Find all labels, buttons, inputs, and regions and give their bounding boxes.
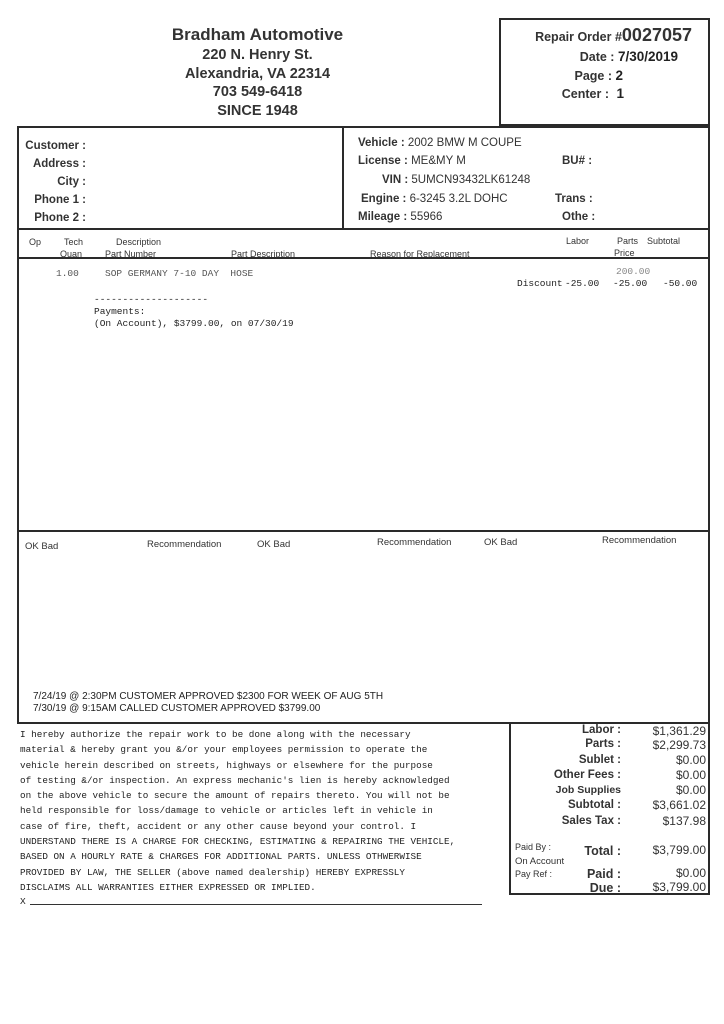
- column-op: Op: [29, 237, 42, 247]
- mileage-value: 55966: [410, 211, 443, 223]
- recommendation-note: 7/30/19 @ 9:15AM CALLED CUSTOMER APPROVED $3799.00: [33, 703, 321, 714]
- other-fees-value: $0.00: [675, 768, 706, 782]
- terms-line: vehicle herein described on streets, highways or elsewhere for the purpose: [20, 759, 433, 771]
- bu-row: [562, 155, 592, 167]
- bu-label: BU# :: [562, 155, 593, 167]
- company-phone: 703 549-6418: [212, 84, 303, 100]
- vehicle-box: [342, 126, 710, 230]
- column-labor: Labor: [566, 236, 590, 246]
- phone2-label: Phone 2 :: [34, 212, 86, 224]
- date-value: 7/30/2019: [617, 49, 678, 64]
- job-supplies-value: $0.00: [675, 783, 706, 797]
- vin-value: 5UMCN93432LK61248: [411, 174, 531, 186]
- license-row: [358, 155, 466, 167]
- rec-recommendation-1: Recommendation: [147, 539, 222, 550]
- due-value: $3,799.00: [652, 880, 706, 894]
- repair-order-label: Repair Order #: [535, 30, 622, 44]
- engine-row: [361, 193, 508, 205]
- terms-line: case of fire, theft, accident or any other cause beyond your control. I: [20, 820, 417, 832]
- column-subtotal: Subtotal: [647, 236, 681, 246]
- terms-and-conditions: [20, 727, 510, 895]
- line-item-description: SOP GERMANY 7-10 DAY HOSE: [105, 268, 254, 279]
- company-header: [150, 24, 365, 120]
- engine-value: 6-3245 3.2L DOHC: [409, 193, 508, 205]
- signature-line[interactable]: [30, 904, 482, 905]
- signature-mark: X: [20, 896, 26, 907]
- terms-line: of testing &/or inspection. An express mechanic's lien is hereby acknowledged: [20, 774, 450, 786]
- city-label: City :: [57, 176, 86, 188]
- other-row: [562, 211, 595, 223]
- vin-row: [382, 174, 530, 186]
- address-label: Address :: [32, 158, 86, 170]
- vehicle-row: [358, 137, 522, 149]
- total-label: Total :: [584, 844, 621, 858]
- paid-by-value: On Account: [515, 856, 565, 867]
- column-price: Price: [614, 248, 635, 258]
- column-part-number: Part Number: [105, 249, 157, 259]
- paid-value: $0.00: [675, 866, 706, 880]
- recommendation-note: 7/24/19 @ 2:30PM CUSTOMER APPROVED $2300 FOR WEEK OF AUG 5TH: [33, 691, 384, 702]
- parts-total-value: $2,299.73: [652, 738, 706, 752]
- column-tech: Tech: [64, 237, 84, 247]
- mileage-label: Mileage :: [358, 211, 408, 223]
- terms-line: held responsible for loss/damage to vehicle or articles left in vehicle in: [20, 805, 433, 817]
- engine-label: Engine :: [361, 193, 407, 205]
- discount-parts: -25.00: [613, 278, 648, 289]
- page-value: 2: [615, 68, 623, 83]
- paid-by-label: Paid By :: [515, 842, 552, 852]
- company-address: 220 N. Henry St.: [202, 47, 313, 63]
- paid-label: Paid :: [586, 867, 621, 881]
- mileage-row: [358, 211, 442, 223]
- repair-order-number: 0027057: [621, 25, 692, 45]
- parts-total-label: Parts :: [585, 738, 621, 750]
- line-item-price: 200.00: [616, 266, 651, 277]
- column-parts: Parts: [617, 236, 639, 246]
- phone1-label: Phone 1 :: [34, 194, 86, 206]
- trans-row: [555, 193, 593, 205]
- terms-line: UNDERSTAND THERE IS A CHARGE FOR CHECKING, ESTIMATING & REPAIRING THE VEHICLE,: [20, 836, 456, 848]
- terms-line: material & hereby grant you &/or your employees permission to operate the: [20, 744, 428, 756]
- trans-label: Trans :: [555, 193, 593, 205]
- rec-ok-bad-1: OK Bad: [25, 541, 59, 552]
- license-value: ME&MY M: [411, 155, 466, 167]
- recommendations-box: [17, 530, 710, 724]
- terms-line: BASED ON A HOURLY RATE & CHARGES FOR ADDITIONAL PARTS. UNLESS OTHWERWISE: [20, 851, 422, 863]
- due-label: Due :: [589, 881, 621, 895]
- page-label: Page :: [574, 69, 612, 83]
- terms-line: on the above vehicle to secure the amount of repairs thereto. You will not be: [20, 790, 450, 802]
- discount-label: Discount: [517, 278, 563, 289]
- column-quan: Quan: [60, 249, 83, 259]
- job-supplies-label: Job Supplies: [555, 784, 621, 796]
- center-value: 1: [616, 86, 624, 101]
- column-description: Description: [116, 237, 162, 247]
- subtotal-label: Subtotal :: [567, 799, 621, 811]
- company-city-state-zip: Alexandria, VA 22314: [184, 65, 331, 82]
- line-items-box: [17, 228, 710, 532]
- line-item-quan: 1.00: [56, 268, 79, 279]
- company-since: SINCE 1948: [217, 102, 298, 119]
- other-label: Othe :: [562, 211, 596, 223]
- discount-subtotal: -50.00: [663, 278, 698, 289]
- column-part-description: Part Description: [231, 249, 296, 259]
- payments-entry: (On Account), $3799.00, on 07/30/19: [94, 318, 294, 329]
- company-name: Bradham Automotive: [171, 25, 344, 44]
- vin-label: VIN :: [382, 174, 409, 186]
- repair-order-number-row: [535, 25, 692, 46]
- sublet-value: $0.00: [675, 753, 706, 767]
- payments-separator: --------------------: [94, 294, 209, 305]
- discount-labor: -25.00: [565, 278, 600, 289]
- sublet-label: Sublet :: [578, 754, 621, 766]
- repair-order-box: [499, 18, 710, 126]
- labor-total-value: $1,361.29: [652, 724, 706, 738]
- vehicle-label: Vehicle :: [358, 137, 405, 149]
- rec-recommendation-3: Recommendation: [602, 535, 677, 546]
- sales-tax-value: $137.98: [662, 814, 706, 828]
- center-label: Center :: [561, 87, 609, 101]
- column-reason: Reason for Replacement: [370, 249, 470, 259]
- subtotal-value: $3,661.02: [652, 798, 706, 812]
- rec-ok-bad-3: OK Bad: [484, 537, 518, 548]
- pay-ref-label: Pay Ref :: [515, 869, 553, 879]
- rec-ok-bad-2: OK Bad: [257, 539, 291, 550]
- date-row: [580, 49, 678, 64]
- terms-line: PROVIDED BY LAW, THE SELLER (above named dealership) HEREBY EXPRESSLY: [20, 866, 405, 878]
- center-row: [562, 86, 624, 101]
- payments-label: Payments:: [94, 306, 146, 317]
- customer-box: [17, 126, 344, 230]
- page-row: [574, 68, 623, 83]
- license-label: License :: [358, 155, 408, 167]
- terms-line: DISCLAIMS ALL WARRANTIES EITHER EXPRESSED OR IMPLIED.: [20, 881, 316, 893]
- date-label: Date :: [579, 50, 615, 64]
- labor-total-label: Labor :: [582, 724, 621, 736]
- other-fees-label: Other Fees :: [553, 769, 621, 781]
- rec-recommendation-2: Recommendation: [377, 537, 452, 548]
- total-value: $3,799.00: [652, 843, 706, 857]
- sales-tax-label: Sales Tax :: [561, 815, 621, 827]
- customer-label: Customer :: [25, 140, 86, 152]
- vehicle-value: 2002 BMW M COUPE: [407, 137, 522, 149]
- totals-box: [509, 722, 710, 895]
- terms-line: I hereby authorize the repair work to be done along with the necessary: [20, 729, 411, 740]
